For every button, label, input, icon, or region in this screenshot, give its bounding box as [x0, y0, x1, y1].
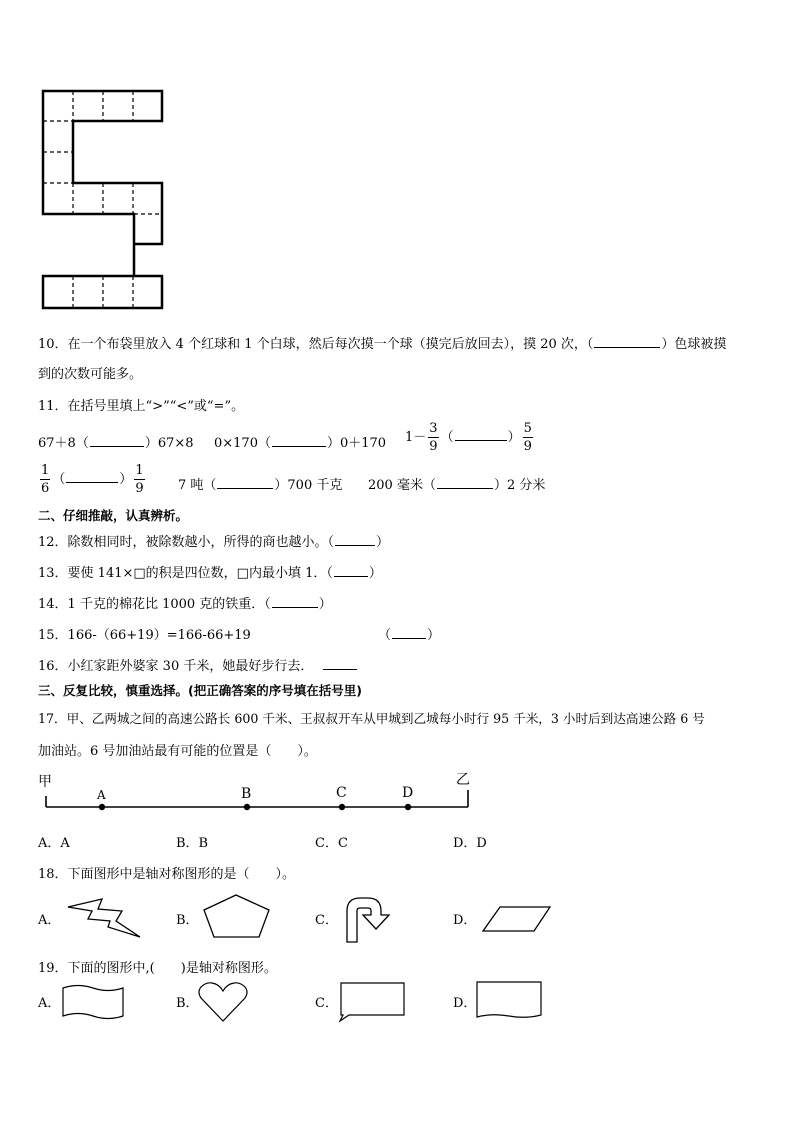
- q11-item-b: 0×170（ ）0＋170: [214, 436, 387, 451]
- point-a-label: A: [97, 788, 106, 802]
- answer-blank[interactable]: [90, 445, 144, 447]
- highway-diagram: [36, 766, 476, 818]
- q15: 15．166-（66+19）=166-66+19: [38, 628, 251, 643]
- answer-blank[interactable]: [594, 346, 660, 348]
- answer-blank[interactable]: [217, 487, 273, 489]
- answer-blank[interactable]: [335, 544, 375, 546]
- q12: 12．除数相同时，被除数越小，所得的商也越小。（ ）: [38, 535, 390, 550]
- heart-icon: [197, 980, 249, 1024]
- q18-option-c[interactable]: C．: [315, 913, 338, 928]
- q19-option-d[interactable]: D．: [453, 996, 477, 1011]
- parallelogram-icon: [480, 904, 552, 934]
- answer-blank[interactable]: [455, 439, 507, 441]
- fraction: $\frac{3}{9}$: [429, 421, 438, 454]
- q17-option-c[interactable]: C．C: [315, 836, 348, 851]
- q14: 14．1 千克的棉花比 1000 克的铁重．（ ）: [38, 597, 332, 612]
- start-label: 甲: [38, 774, 52, 790]
- q17-line1: 17．甲、乙两城之间的高速公路长 600 千米、王叔叔开车从甲城到乙城每小时行 95 千米，3 小时后到达高速公路 6 号: [38, 711, 705, 726]
- lightning-bolt-icon: [66, 897, 144, 941]
- answer-blank[interactable]: [272, 445, 326, 447]
- answer-blank[interactable]: [437, 487, 493, 489]
- q17-option-a[interactable]: A．A: [38, 836, 70, 851]
- q11-title: 11．在括号里填上“>”“<”或“=”。: [38, 399, 245, 414]
- point-d-label: D: [402, 785, 414, 801]
- answer-blank[interactable]: [323, 668, 357, 670]
- q10-line1: 10．在一个布袋里放入 4 个红球和 1 个白球，然后每次摸一个球（摸完后放回去），摸 20 次，（ ）色球被摸: [38, 337, 727, 352]
- section-3-heading: 三、反复比较，慎重选择。(把正确答案的序号填在括号里): [38, 683, 362, 698]
- answer-blank[interactable]: [334, 575, 368, 577]
- point-b: [244, 804, 250, 810]
- answer-blank[interactable]: [66, 481, 118, 483]
- pentagon-icon: [202, 892, 272, 940]
- wavy-rectangle-icon: [60, 982, 128, 1022]
- q11-item-a: 67＋8（ ）67×8: [38, 436, 194, 451]
- q11-item-c: 1－ $\frac{3}{9}$ （ ） $\frac{5}{9}$: [405, 421, 532, 454]
- q19-question: 19．下面的图形中,( )是轴对称图形。: [38, 961, 277, 976]
- answer-blank[interactable]: [272, 606, 318, 608]
- grid-s-figure: [38, 86, 168, 316]
- q16: 16．小红家距外婆家 30 千米，她最好步行去．: [38, 655, 358, 674]
- q18-question: 18．下面图形中是轴对称图形的是（ ）。: [38, 867, 296, 882]
- point-b-label: B: [241, 786, 252, 802]
- fraction: $\frac{1}{6}$: [41, 463, 50, 496]
- u-turn-arrow-icon: [343, 893, 399, 945]
- point-a: [99, 804, 105, 810]
- q10-line2: 到的次数可能多。: [38, 367, 143, 382]
- q17-option-b[interactable]: B．B: [176, 836, 209, 851]
- q17-option-d[interactable]: D．D: [453, 836, 487, 851]
- section-2-heading: 二、仔细推敲，认真辨析。: [38, 508, 189, 523]
- q18-option-b[interactable]: B．: [176, 913, 199, 928]
- curved-bottom-rectangle-icon: [474, 979, 546, 1023]
- point-c: [339, 804, 345, 810]
- q19-option-c[interactable]: C．: [315, 996, 338, 1011]
- q11-item-e: 7 吨（ ）700 千克: [178, 478, 343, 493]
- answer-blank[interactable]: [392, 637, 426, 639]
- q15-answer: （ ）: [378, 628, 441, 643]
- q13: 13．要使 141×□的积是四位数，□内最小填 1．（ ）: [38, 566, 382, 581]
- q11-item-f: 200 毫米（ ）2 分米: [368, 478, 546, 493]
- fraction: $\frac{5}{9}$: [523, 421, 532, 454]
- q19-option-b[interactable]: B．: [176, 996, 199, 1011]
- point-c-label: C: [336, 785, 347, 801]
- q19-option-a[interactable]: A．: [38, 996, 61, 1011]
- point-d: [405, 804, 411, 810]
- q11-item-d: $\frac{1}{6}$ （ ） $\frac{1}{9}$: [41, 463, 144, 496]
- q18-option-d[interactable]: D．: [453, 913, 477, 928]
- q18-option-a[interactable]: A．: [38, 913, 61, 928]
- speech-bubble-rectangle-icon: [337, 980, 409, 1024]
- fraction: $\frac{1}{9}$: [135, 463, 144, 496]
- end-label: 乙: [456, 772, 470, 788]
- q17-line2: 加油站。6 号加油站最有可能的位置是（ ）。: [38, 744, 317, 759]
